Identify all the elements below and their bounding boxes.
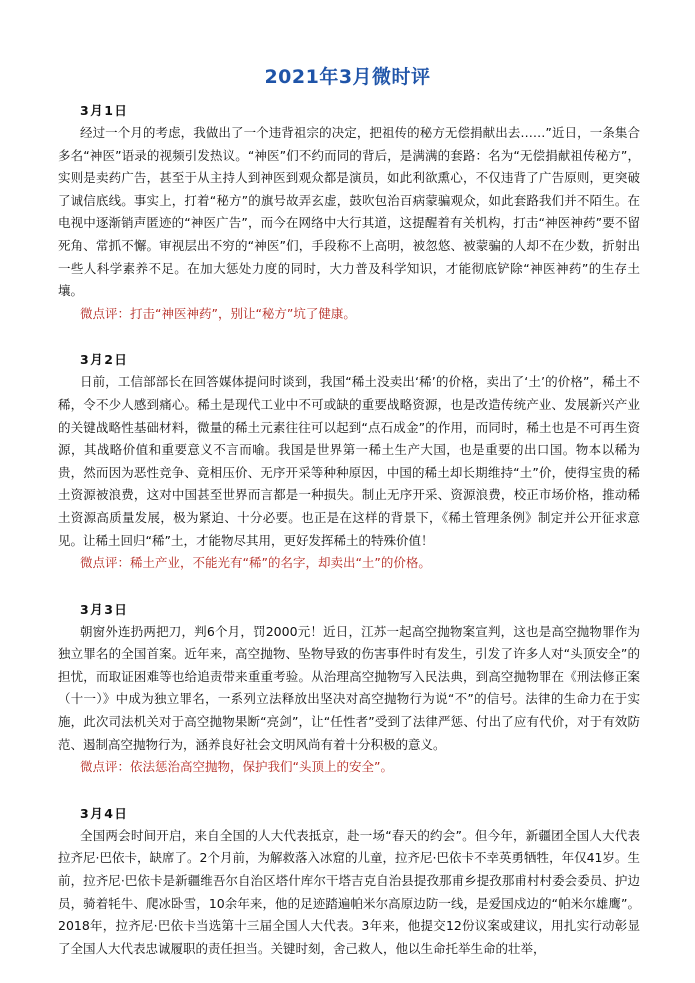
entry-date: 3月3日 <box>80 601 129 617</box>
entry-march-1 <box>58 100 640 325</box>
entry-comment: 微点评：依法惩治高空抛物，保护我们“头顶上的安全”。 <box>80 759 393 775</box>
entry-date: 3月4日 <box>80 805 129 821</box>
entry-comment: 微点评：打击“神医神药”，别让“秘方”坑了健康。 <box>80 305 356 321</box>
entry-march-2 <box>58 349 640 574</box>
entry-body: 经过一个月的考虑，我做出了一个违背祖宗的决定，把祖传的秘方无偿捐献出去……”近日，一条集合多名“神医”语录的视频引发热议。“神医”们不约而同的背后，是满满的套路：名为“无偿捐献祖传秘方”，实则是卖药广告，甚至于从主持人到神医到观众都是演员，如此利欲熏心，不仅违背了广告原则，更突破了诚信底线。事实上，打着“秘方”的旗号故弄玄虚，鼓吹包治百病蒙骗观众，如此套路我们并不陌生。在电视中逐渐销声匿迹的“神医广告”，而今在网络中大行其道，这提醒着有关机构，打击“神医神药”要不留死角、常抓不懈。审视层出不穷的“神医”们，手段称不上高明，被忽悠、被蒙骗的人却不在少数，折射出一些人科学素养不足。在加大惩处力度的同时，大力普及科学知识，才能彻底铲除“神医神药”的生存土壤。 <box>58 125 640 299</box>
entry-spacer <box>58 575 640 599</box>
entry-spacer <box>58 779 640 803</box>
entry-body: 朝窗外连扔两把刀，判6个月，罚2000元！近日，江苏一起高空抛物案宣判，这也是高空抛物罪作为独立罪名的全国首案。近年来，高空抛物、坠物导致的伤害事件时有发生，引发了许多人对“头顶安全”的担忧，而取证困难等也给追责带来重重考验。从治理高空抛物写入民法典，到高空抛物罪在《刑法修正案（十一）》中成为独立罪名，一系列立法释放出坚决对高空抛物行为说“不”的信号。法律的生命力在于实施，此次司法机关对于高空抛物果断“亮剑”，让“任性者”受到了法律严惩、付出了应有代价，对于有效防范、遏制高空抛物行为，涵养良好社会文明风尚有着十分积极的意义。 <box>58 623 640 752</box>
entry-body: 全国两会时间开启，来自全国的人大代表抵京，赴一场“春天的约会”。但今年，新疆团全国人大代表拉齐尼·巴依卡，缺席了。2个月前，为解救落入冰窟的儿童，拉齐尼·巴依卡不幸英勇牺牲，年仅41岁。生前，拉齐尼·巴依卡是新疆维吾尔自治区塔什库尔干塔吉克自治县提孜那甫乡提孜那甫村村委会委员、护边员，骑着牦牛、爬冰卧雪，10余年来，他的足迹踏遍帕米尔高原边防一线，是爱国戍边的“帕米尔雄鹰”。2018年，拉齐尼·巴依卡当选第十三届全国人大代表。3年来，他提交12份议案或建议，用扎实行动彰显了全国人大代表忠诚履职的责任担当。关键时刻，舍己救人，他以生命托举生命的壮举， <box>58 827 640 956</box>
entry-date: 3月1日 <box>80 103 129 118</box>
document-title: 2021年3月微时评 <box>264 66 431 88</box>
entry-date: 3月2日 <box>80 352 129 368</box>
entry-march-3 <box>58 599 640 779</box>
entry-march-4 <box>58 803 640 961</box>
entry-comment: 微点评：稀土产业，不能光有“稀”的名字，却卖出“土”的价格。 <box>80 555 431 571</box>
entry-body: 日前，工信部部长在回答媒体提问时谈到，我国“稀土没卖出‘稀’的价格，卖出了‘土’的价格”，稀土不稀，令不少人感到痛心。稀土是现代工业中不可或缺的重要战略资源，也是改造传统产业、发展新兴产业的关键战略性基础材料，微量的稀土元素往往可以起到“点石成金”的作用，而同时，稀土也是不可再生资源，其战略价值和重要意义不言而喻。我国是世界第一稀土生产大国，也是重要的出口国。物本以稀为贵，然而因为恶性竞争、竟相压价、无序开采等种种原因，中国的稀土却长期维持“土”价，使得宝贵的稀土资源被浪费，这对中国甚至世界而言都是一种损失。制止无序开采、资源浪费，校正市场价格，推动稀土资源高质量发展，极为紧迫、十分必要。也正是在这样的背景下，《稀土管理条例》制定并公开征求意见。让稀土回归“稀”土，才能物尽其用，更好发挥稀土的特殊价值！ <box>58 374 640 548</box>
document-content <box>58 100 640 960</box>
entry-spacer <box>58 325 640 349</box>
